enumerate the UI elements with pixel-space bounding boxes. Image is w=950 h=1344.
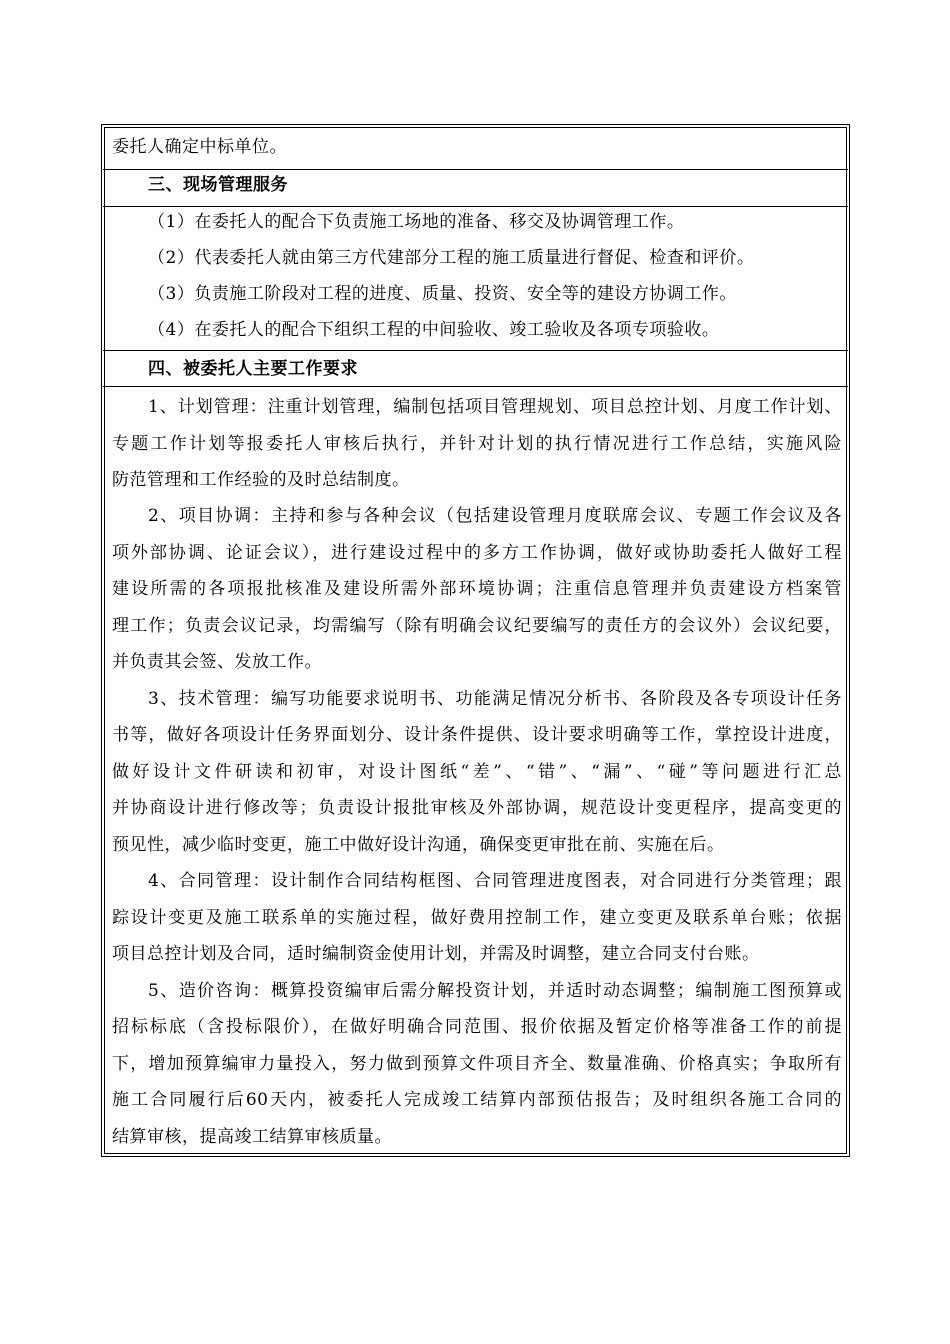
- table-row-divider: [103, 169, 848, 170]
- paragraph-line: 项外部协调、论证会议），进行建设过程中的多方工作协调，做好或协助委托人做好工程: [112, 543, 842, 563]
- table-row-divider: [103, 206, 848, 207]
- paragraph-line: 并协商设计进行修改等；负责设计报批审核及外部协调，规范设计变更程序，提高变更的: [112, 798, 842, 818]
- paragraph-line: 结算审核，提高竣工结算审核质量。: [112, 1127, 392, 1147]
- paragraph-line: 防范管理和工作经验的及时总结制度。: [112, 470, 410, 490]
- paragraph-line: 5、造价咨询：概算投资编审后需分解投资计划，并适时动态调整；编制施工图预算或: [148, 981, 842, 1001]
- paragraph-line: 预见性，减少临时变更，施工中做好设计沟通，确保变更审批在前、实施在后。: [112, 835, 725, 855]
- paragraph-line: 并负责其会签、发放工作。: [112, 652, 322, 672]
- intro-line: 委托人确定中标单位。: [112, 137, 287, 157]
- table-row-divider: [103, 350, 848, 351]
- paragraph-line: 施工合同履行后60天内，被委托人完成竣工结算内部预估报告；及时组织各施工合同的: [112, 1090, 842, 1110]
- paragraph-line: 3、技术管理：编写功能要求说明书、功能满足情况分析书、各阶段及各专项设计任务: [148, 689, 842, 709]
- section3-item: （4）在委托人的配合下组织工程的中间验收、竣工验收及各项专项验收。: [148, 320, 720, 340]
- section3-item: （2）代表委托人就由第三方代建部分工程的施工质量进行督促、检查和评价。: [148, 248, 755, 268]
- paragraph-line: 专题工作计划等报委托人审核后执行，并针对计划的执行情况进行工作总结，实施风险: [112, 434, 842, 454]
- paragraph-line: 招标标底（含投标限价），在做好明确合同范围、报价依据及暂定价格等准备工作的前提: [112, 1017, 842, 1037]
- paragraph-line: 理工作；负责会议记录，均需编写（除有明确会议纪要编写的责任方的会议外）会议纪要，: [112, 616, 842, 636]
- paragraph-line: 项目总控计划及合同，适时编制资金使用计划，并需及时调整，建立合同支付台账。: [112, 944, 760, 964]
- paragraph-line: 书等，做好各项设计任务界面划分、设计条件提供、设计要求明确等工作，掌控设计进度，: [112, 725, 842, 745]
- paragraph-line: 下，增加预算编审力量投入，努力做到预算文件项目齐全、数量准确、价格真实；争取所有: [112, 1054, 842, 1074]
- paragraph-line: 做好设计文件研读和初审，对设计图纸“差”、“错”、“漏”、“碰”等问题进行汇总: [112, 762, 842, 782]
- table-row-divider: [103, 386, 848, 387]
- paragraph-line: 踪设计变更及施工联系单的实施过程，做好费用控制工作，建立变更及联系单台账；依据: [112, 908, 842, 928]
- paragraph-line: 4、合同管理：设计制作合同结构框图、合同管理进度图表，对合同进行分类管理；跟: [148, 871, 842, 891]
- paragraph-line: 建设所需的各项报批核准及建设所需外部环境协调；注重信息管理并负责建设方档案管: [112, 579, 842, 599]
- section3-item: （1）在委托人的配合下负责施工场地的准备、移交及协调管理工作。: [148, 212, 685, 232]
- section3-item: （3）负责施工阶段对工程的进度、质量、投资、安全等的建设方协调工作。: [148, 284, 737, 304]
- paragraph-line: 2、项目协调：主持和参与各种会议（包括建设管理月度联席会议、专题工作会议及各: [148, 506, 842, 526]
- document-table-frame: [101, 124, 850, 1157]
- paragraph-line: 1、计划管理：注重计划管理，编制包括项目管理规划、项目总控计划、月度工作计划、: [148, 397, 842, 417]
- section3-heading: 三、现场管理服务: [148, 175, 288, 195]
- section4-heading: 四、被委托人主要工作要求: [148, 359, 358, 379]
